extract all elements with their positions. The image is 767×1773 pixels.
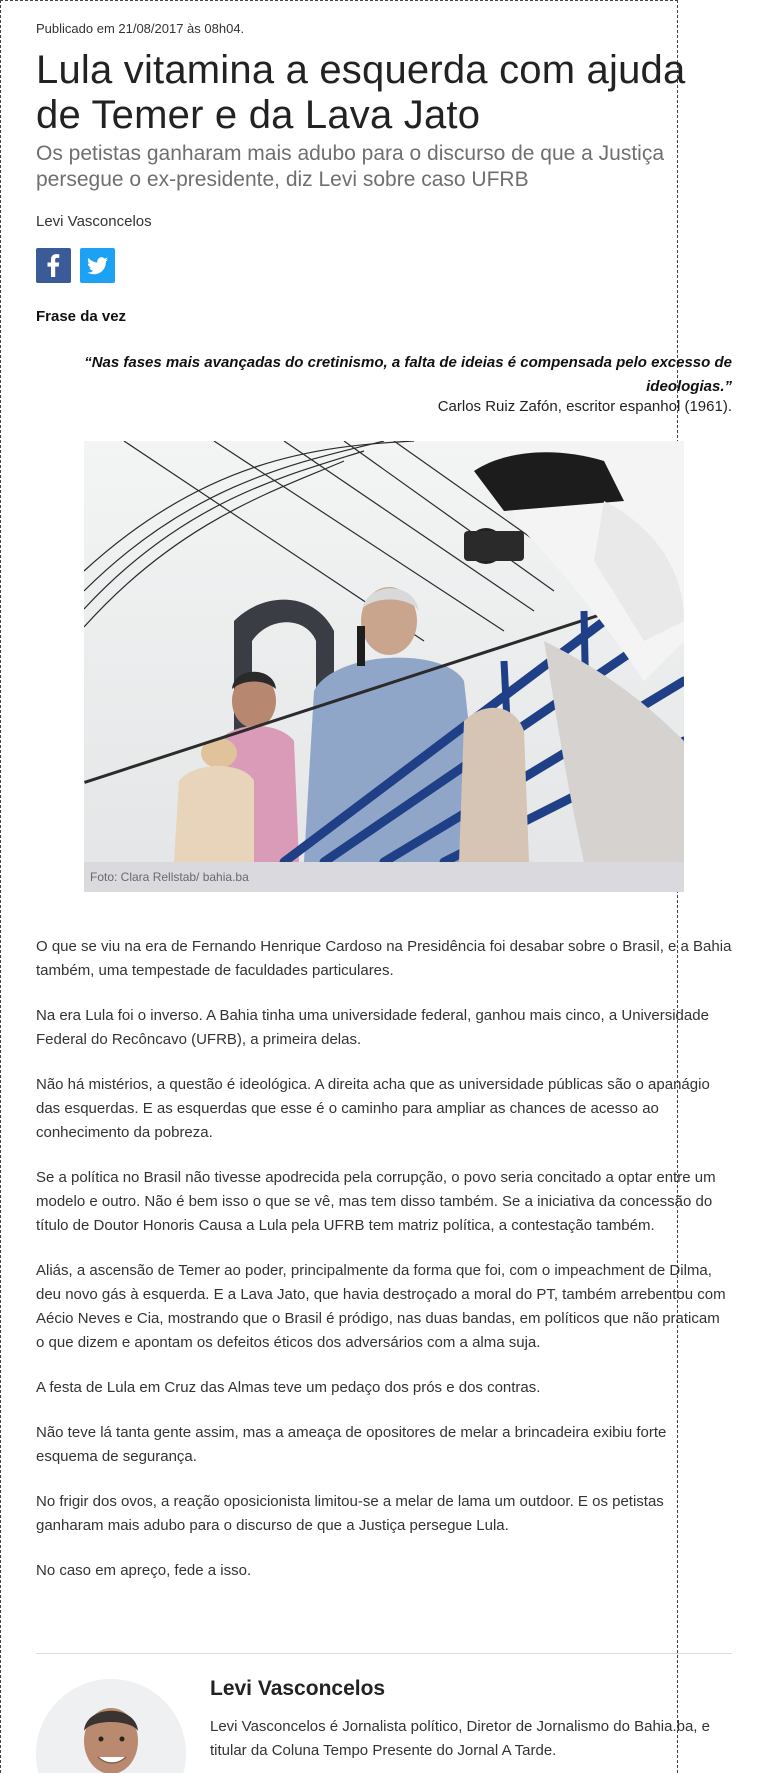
article-body: [36, 935, 732, 1604]
article-subtitle: Os petistas ganharam mais adubo para o discurso de que a Justiça persegue o ex-presidente, diz Levi sobre caso UFRB: [36, 142, 665, 191]
facebook-icon: [36, 248, 71, 283]
author-divider: [36, 1653, 732, 1654]
facebook-share-button[interactable]: [36, 248, 71, 283]
author-bio-description: Levi Vasconcelos é Jornalista político, Diretor de Jornalismo do Bahia.ba, e titular da Coluna Tempo Presente do Jornal A Tarde.: [210, 1718, 710, 1759]
article-figure: [84, 441, 684, 892]
quote-text: “Nas fases mais avançadas do cretinismo, a falta de ideias é compensada pelo excesso de ideologias.”: [84, 354, 732, 395]
publish-date: Publicado em 21/08/2017 às 08h04.: [36, 21, 245, 36]
body-paragraph: No frigir dos ovos, a reação oposicionista limitou-se a melar de lama um outdoor. E os petistas ganharam mais adubo para o discurso de que a Justiça persegue Lula.: [36, 1493, 664, 1534]
body-paragraph: Aliás, a ascensão de Temer ao poder, principalmente da forma que foi, com o impeachment de Dilma, deu novo gás à esquerda. E a Lava Jato, que havia destroçado a moral do PT, também arrebentou com Aécio Neves e Cia, mostrando que o Brasil é pródigo, nas duas bandas, em políticos que não praticam o que dizem e apontam os defeitos éticos dos adversários com a alma suja.: [36, 1262, 726, 1351]
body-paragraph: A festa de Lula em Cruz das Almas teve um pedaço dos prós e dos contras.: [36, 1379, 541, 1396]
twitter-icon: [80, 248, 115, 283]
body-paragraph: No caso em apreço, fede a isso.: [36, 1562, 252, 1579]
article-title: Lula vitamina a esquerda com ajuda de Temer e da Lava Jato: [36, 48, 686, 137]
article-photo[interactable]: [84, 441, 684, 862]
twitter-share-button[interactable]: [80, 248, 115, 283]
figure-caption: Foto: Clara Rellstab/ bahia.ba: [90, 870, 249, 884]
body-paragraph: Se a política no Brasil não tivesse apodrecida pela corrupção, o povo seria concitado a optar entre um modelo e outro. Não é bem isso o que se vê, mas tem disso também. Se a iniciativa da concessão do título de Doutor Honoris Causa a Lula pela UFRB tem matriz política, a contestação também.: [36, 1169, 716, 1234]
body-paragraph: Não teve lá tanta gente assim, mas a ameaça de opositores de melar a brincadeira exibiu forte esquema de segurança.: [36, 1424, 667, 1465]
author-bio-name[interactable]: Levi Vasconcelos: [210, 1677, 386, 1700]
body-paragraph: Na era Lula foi o inverso. A Bahia tinha uma universidade federal, ganhou mais cinco, a Universidade Federal do Recôncavo (UFRB), a primeira delas.: [36, 1007, 709, 1048]
figure-caption-bar: [84, 862, 684, 892]
share-buttons: [36, 248, 115, 283]
body-paragraph: O que se viu na era de Fernando Henrique Cardoso na Presidência foi desabar sobre o Brasil, e a Bahia também, uma tempestade de faculdades particulares.: [36, 938, 732, 979]
author-byline[interactable]: Levi Vasconcelos: [36, 213, 152, 230]
body-paragraph: Não há mistérios, a questão é ideológica. A direita acha que as universidade públicas são o apanágio das esquerdas. E as esquerdas que esse é o caminho para ampliar as chances de acesso ao conhecimento da pobreza.: [36, 1076, 710, 1141]
quote-citation: Carlos Ruiz Zafón, escritor espanhol (1961).: [437, 398, 732, 415]
quote-section-label: Frase da vez: [36, 308, 127, 325]
